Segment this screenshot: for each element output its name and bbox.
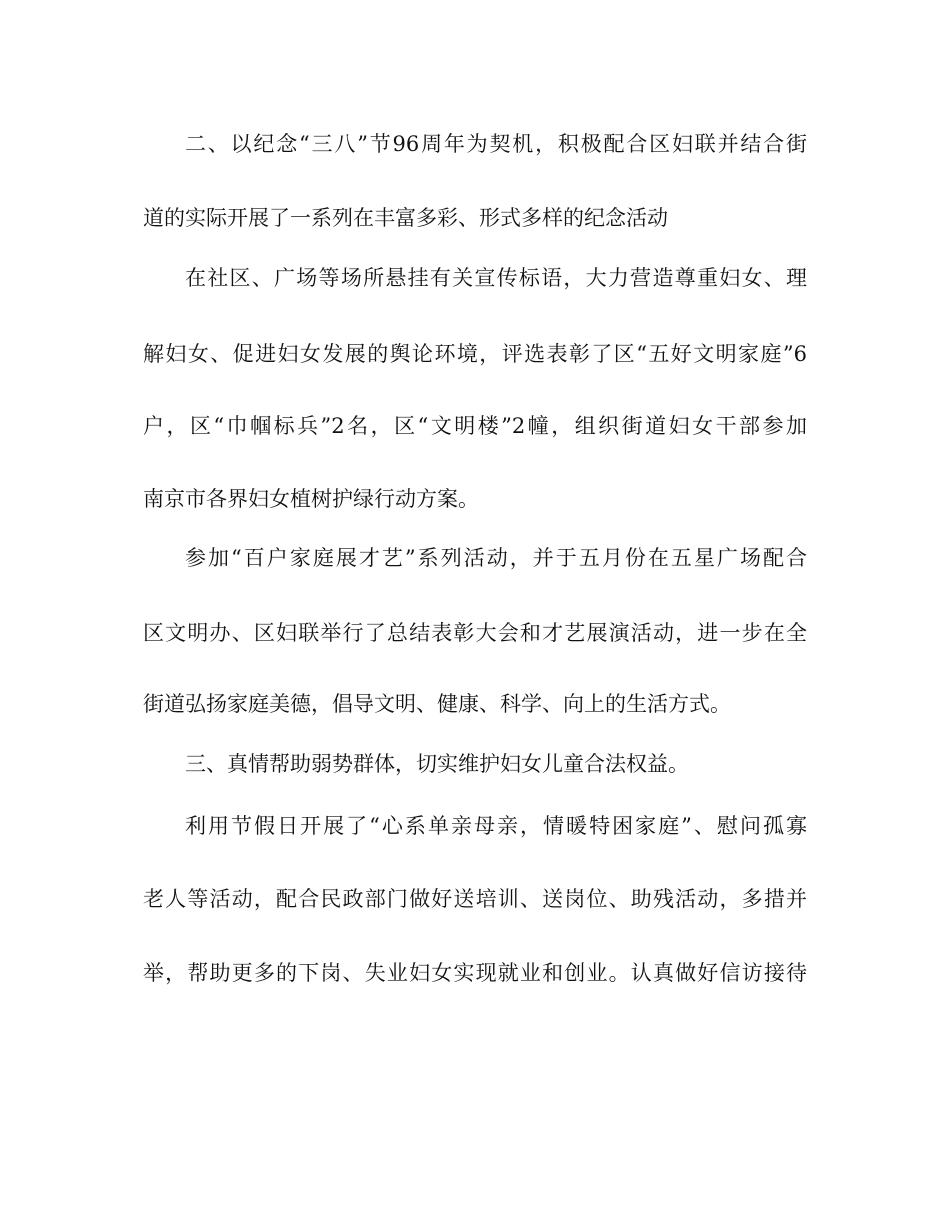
paragraph-line: 区文明办、区妇联举行了总结表彰大会和才艺展演活动，进一步在全	[143, 621, 807, 645]
paragraph-line: 户，区“巾帼标兵”2名，区“文明楼”2幢，组织街道妇女干部参加	[143, 414, 807, 438]
paragraph-line: 街道弘扬家庭美德，倡导文明、健康、科学、向上的生活方式。	[143, 692, 731, 716]
paragraph-line: 老人等活动，配合民政部门做好送培训、送岗位、助残活动，多措并	[143, 887, 807, 911]
paragraph-line: 道的实际开展了一系列在丰富多彩、形式多样的纪念活动	[143, 206, 668, 230]
paragraph-line: 在社区、广场等场所悬挂有关宣传标语，大力营造尊重妇女、理	[185, 266, 807, 290]
paragraph-line: 三、真情帮助弱势群体，切实维护妇女儿童合法权益。	[185, 752, 689, 776]
paragraph-line: 利用节假日开展了“心系单亲母亲，情暖特困家庭”、慰问孤寡	[185, 814, 807, 838]
paragraph-line: 二、以纪念“三八”节96周年为契机，积极配合区妇联并结合街	[185, 132, 807, 156]
paragraph-line: 南京市各界妇女植树护绿行动方案。	[143, 487, 479, 511]
paragraph-line: 参加“百户家庭展才艺”系列活动，并于五月份在五星广场配合	[185, 546, 807, 570]
paragraph-line: 解妇女、促进妇女发展的舆论环境，评选表彰了区“五好文明家庭”6	[143, 342, 807, 366]
paragraph-line: 举，帮助更多的下岗、失业妇女实现就业和创业。认真做好信访接待	[143, 961, 807, 985]
